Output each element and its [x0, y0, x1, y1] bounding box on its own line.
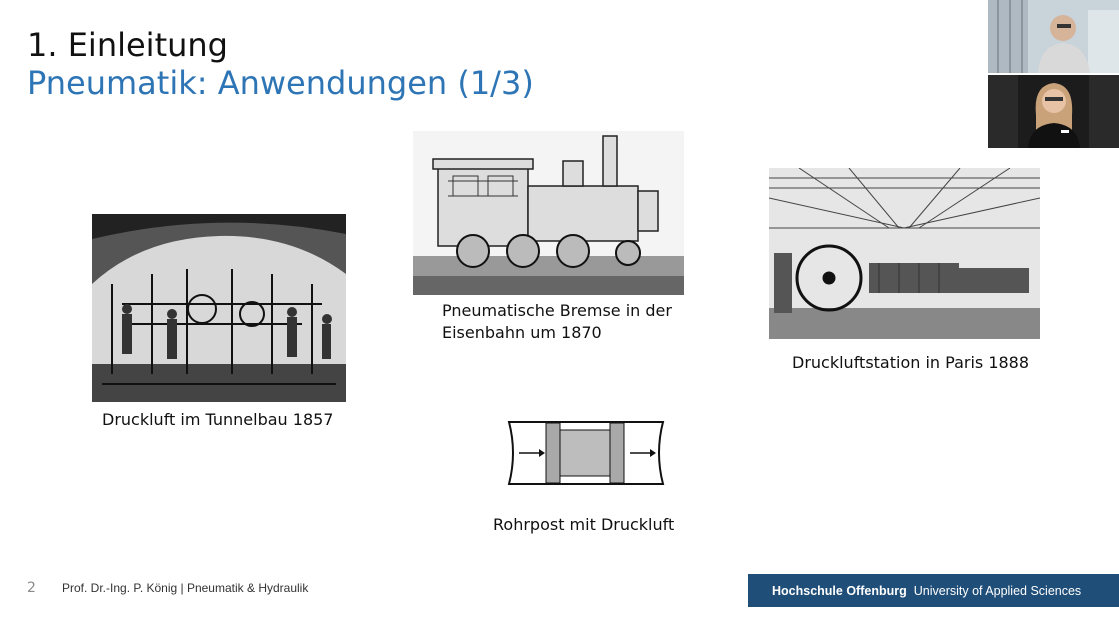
compressor-station-illustration — [769, 168, 1040, 339]
caption-brake-line2: Eisenbahn um 1870 — [442, 323, 602, 342]
tunnel-illustration — [92, 214, 346, 402]
slide-subtitle: Pneumatik: Anwendungen (1/3) — [27, 64, 534, 102]
participant-video-2[interactable] — [988, 75, 1119, 148]
participant-video-1[interactable] — [988, 0, 1119, 73]
pneumatic-tube-diagram — [505, 420, 667, 486]
university-brand-bar — [748, 574, 1119, 607]
brand-subtitle: University of Applied Sciences — [913, 583, 1082, 598]
caption-station: Druckluftstation in Paris 1888 — [792, 353, 1030, 372]
slide-title: 1. Einleitung — [27, 26, 228, 64]
locomotive-illustration — [413, 131, 684, 295]
brand-name: Hochschule Offenburg — [772, 583, 907, 598]
footer-author: Prof. Dr.-Ing. P. König | Pneumatik & Hydraulik — [62, 581, 309, 595]
caption-tunnel: Druckluft im Tunnelbau 1857 — [102, 410, 334, 429]
caption-tube: Rohrpost mit Druckluft — [493, 515, 675, 534]
caption-brake-line1: Pneumatische Bremse in der — [442, 301, 672, 320]
page-number: 2 — [27, 580, 36, 596]
